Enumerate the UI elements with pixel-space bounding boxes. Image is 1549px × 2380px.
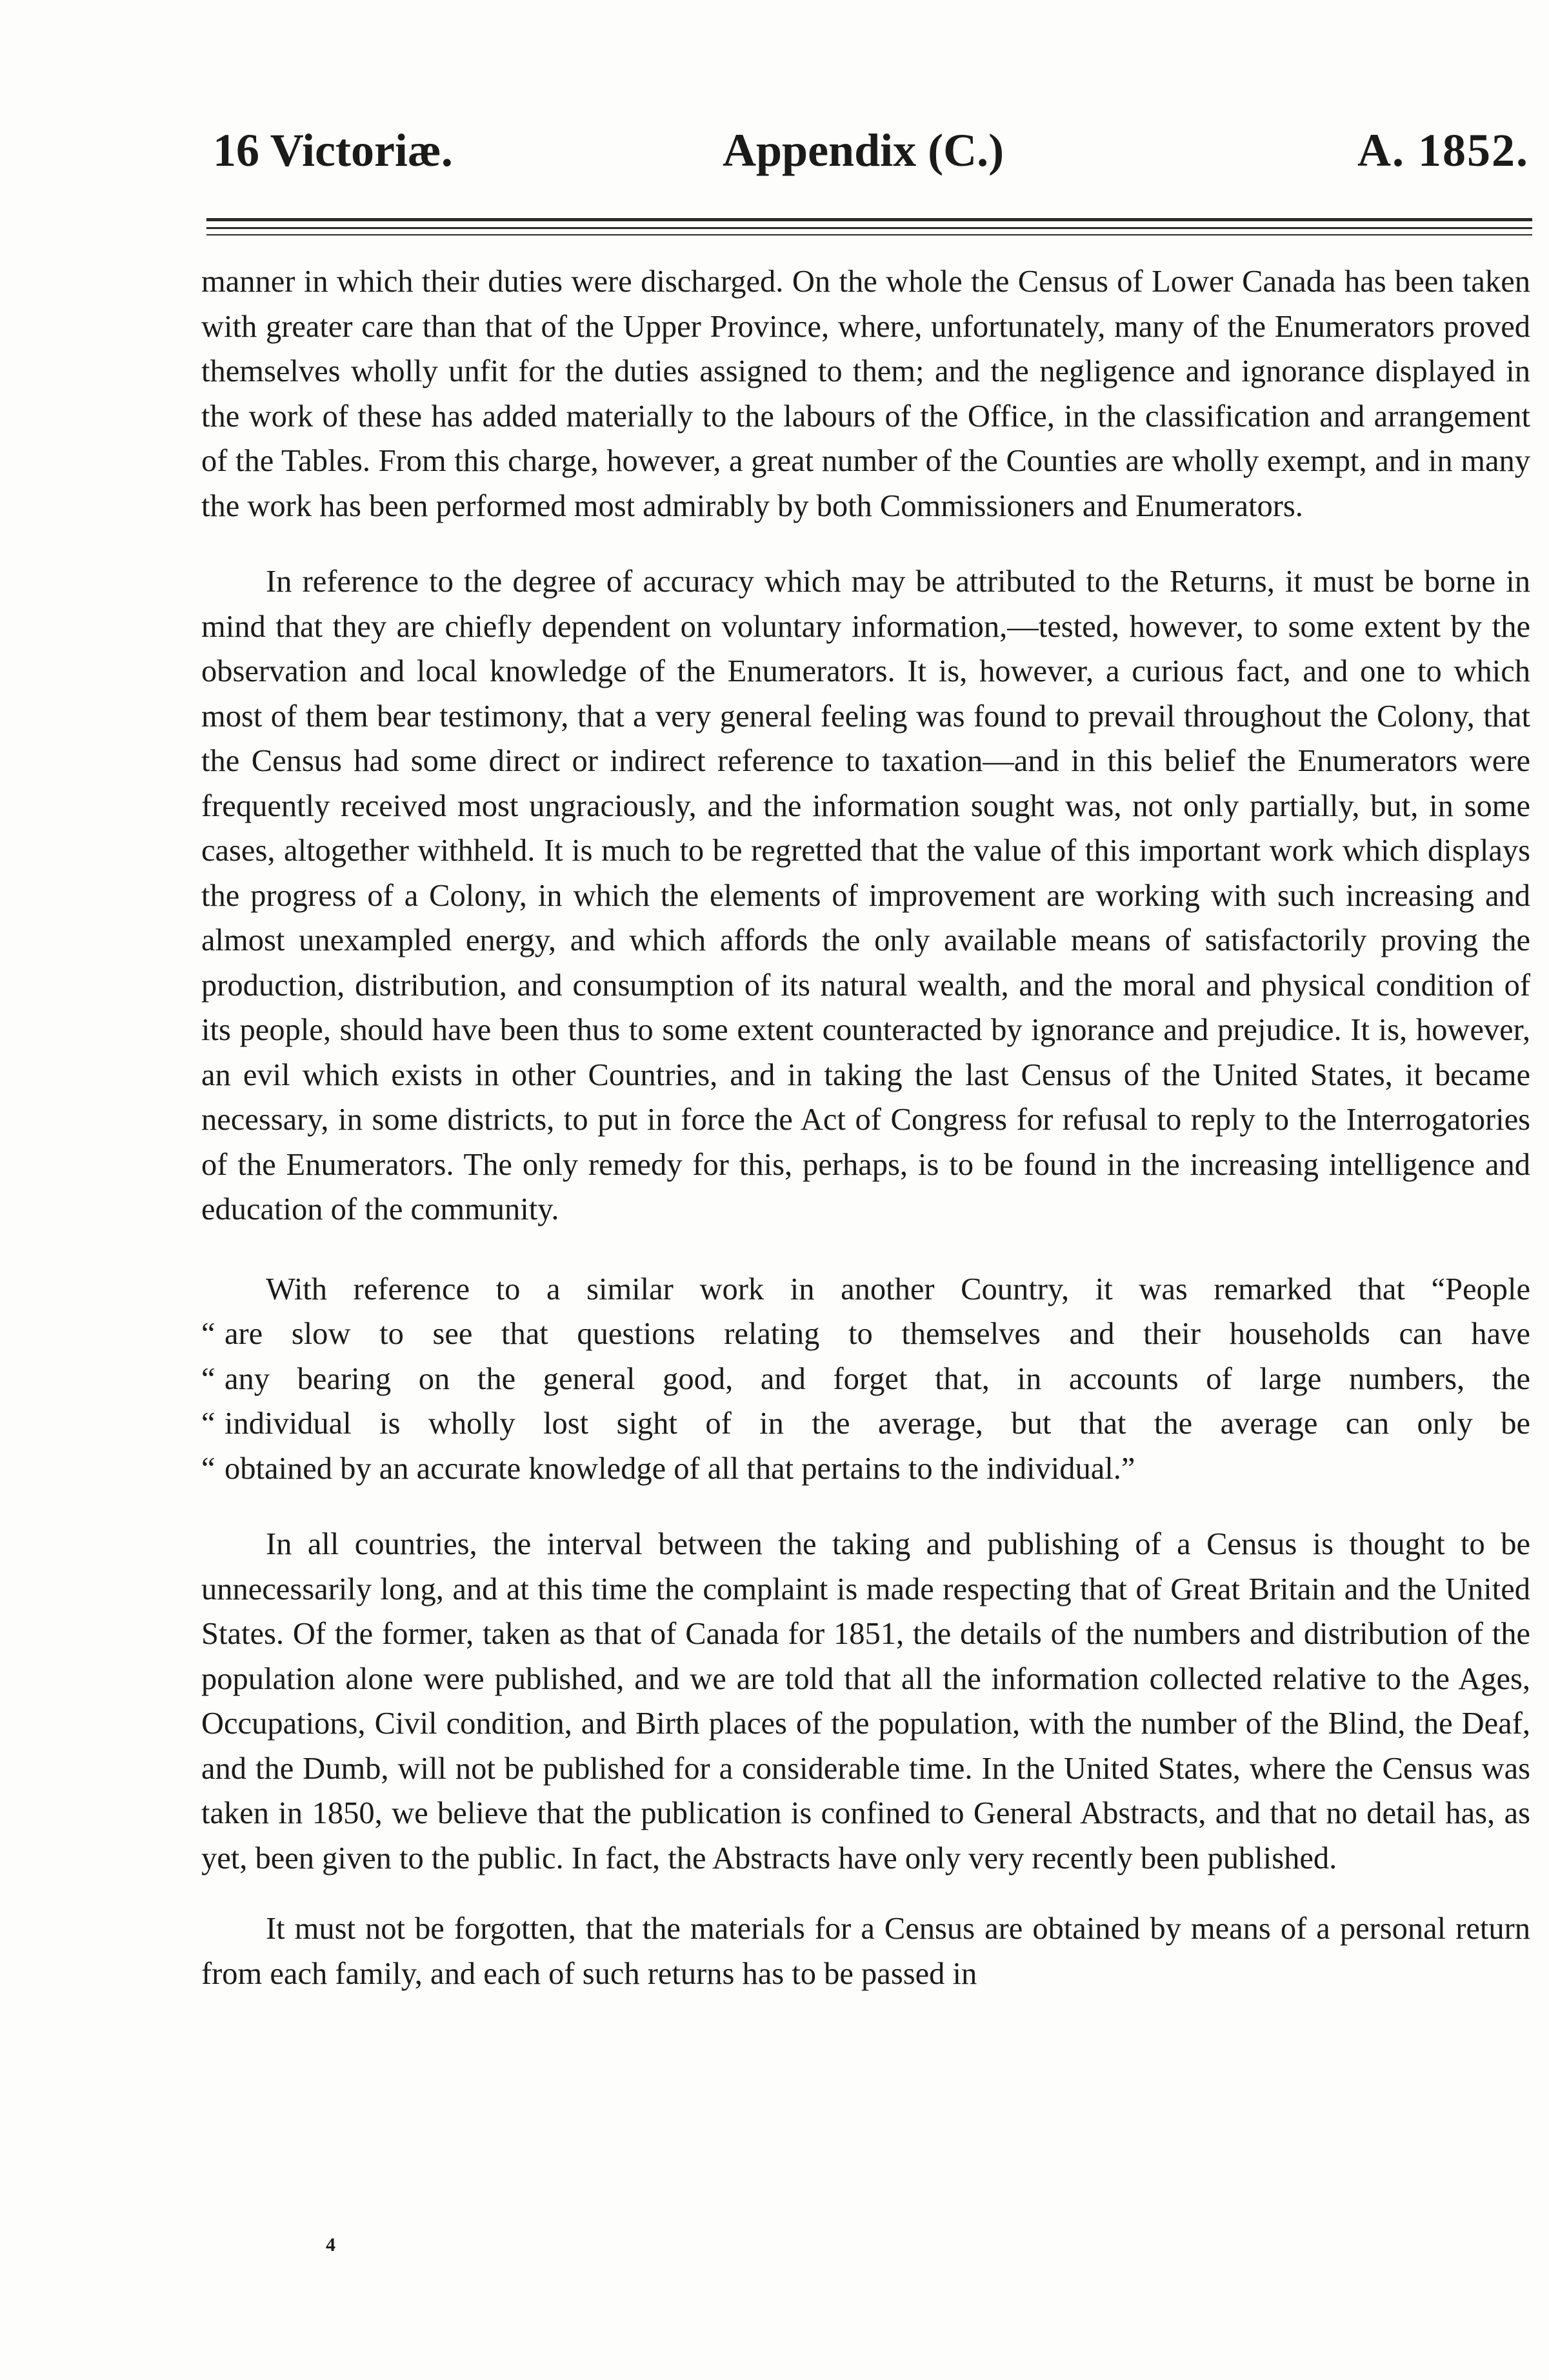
paragraph: In all countries, the interval between the taking and publishing of a Census is thought to be unnecessarily long, and at this time the complaint is made respecting that of Great Britain and the United States. Of the former, taken as that of Canada for 1851, the details of the numbers and distribution of the population alone were published, and we are told that all the information collected relative to the Ages, Occupations, Civil condition, and Birth places of the population, with the number of the Blind, the Deaf, and the Dumb, will not be published for a considerable time. In the United States, where the Census was taken in 1850, we believe that the publication is confined to General Abstracts, and that no detail has, as yet, been given to the public. In fact, the Abstracts have only very recently been published.	[201, 1527, 1530, 1875]
quote-line	[201, 1446, 1530, 1492]
body-text	[201, 259, 1530, 1996]
header-session: 16 Victoriæ.	[213, 125, 453, 176]
quote-mark: “	[201, 1361, 215, 1396]
quote-line	[201, 1312, 1530, 1357]
signature-mark: 4	[326, 2234, 335, 2255]
header-year: A. 1852.	[1357, 125, 1529, 176]
header-rule-bottom	[206, 234, 1532, 235]
quote-mark: “	[201, 1317, 215, 1351]
quote-line-text: obtained by an accurate knowledge of all that pertains to the individual.”	[225, 1451, 1135, 1486]
quote-line-text: any bearing on the general good, and forget that, in accounts of large numbers, the	[225, 1361, 1530, 1396]
quote-line-text: are slow to see that questions relating to themselves and their households can have	[225, 1317, 1530, 1351]
quote-line: With reference to a similar work in another Country, it was remarked that “People	[266, 1272, 1530, 1306]
quote-line	[201, 1401, 1530, 1446]
quote-mark: “	[201, 1406, 215, 1441]
header-rule-top	[206, 218, 1532, 221]
quote-mark: “	[201, 1451, 215, 1486]
quote-line-text: individual is wholly lost sight of in the average, but that the average can only be	[225, 1406, 1530, 1441]
running-header	[213, 115, 1529, 186]
paragraph: It must not be forgotten, that the materials for a Census are obtained by means of a personal return from each family, and each of such returns has to be passed in	[201, 1912, 1530, 1991]
quotation-paragraph	[201, 1267, 1530, 1492]
paragraph: manner in which their duties were discharged. On the whole the Census of Lower Canada has been taken with greater care than that of the Upper Province, where, unfortunately, many of the Enumerators proved themselves wholly unfit for the duties assigned to them; and the negligence and ignorance displayed in the work of these has added materially to the labours of the Office, in the classification and arrangement of the Tables. From this charge, however, a great number of the Counties are wholly exempt, and in many the work has been performed most admirably by both Commissioners and Enumerators.	[201, 265, 1530, 523]
paragraph: In reference to the degree of accuracy which may be attributed to the Returns, it must be borne in mind that they are chiefly dependent on voluntary information,—tested, however, to some extent by the observation and local knowledge of the Enumerators. It is, however, a curious fact, and one to which most of them bear testimony, that a very general feeling was found to prevail throughout the Colony, that the Census had some direct or indirect reference to taxation—and in this belief the Enumerators were frequently received most ungraciously, and the information sought was, not only partially, but, in some cases, altogether withheld. It is much to be regretted that the value of this important work which displays the progress of a Colony, in which the elements of improvement are working with such increasing and almost unexampled energy, and which affords the only available means of satisfactorily proving the production, distribution, and consumption of its natural wealth, and the moral and physical condition of its people, should have been thus to some extent counteracted by ignorance and prejudice. It is, however, an evil which exists in other Countries, and in taking the last Census of the United States, it became necessary, in some districts, to put in force the Act of Congress for refusal to reply to the Interrogatories of the Enumerators. The only remedy for this, perhaps, is to be found in the increasing intelligence and education of the community.	[201, 565, 1530, 1226]
header-appendix: Appendix (C.)	[723, 125, 1004, 176]
quote-line	[201, 1357, 1530, 1402]
header-rule-middle	[206, 227, 1532, 229]
